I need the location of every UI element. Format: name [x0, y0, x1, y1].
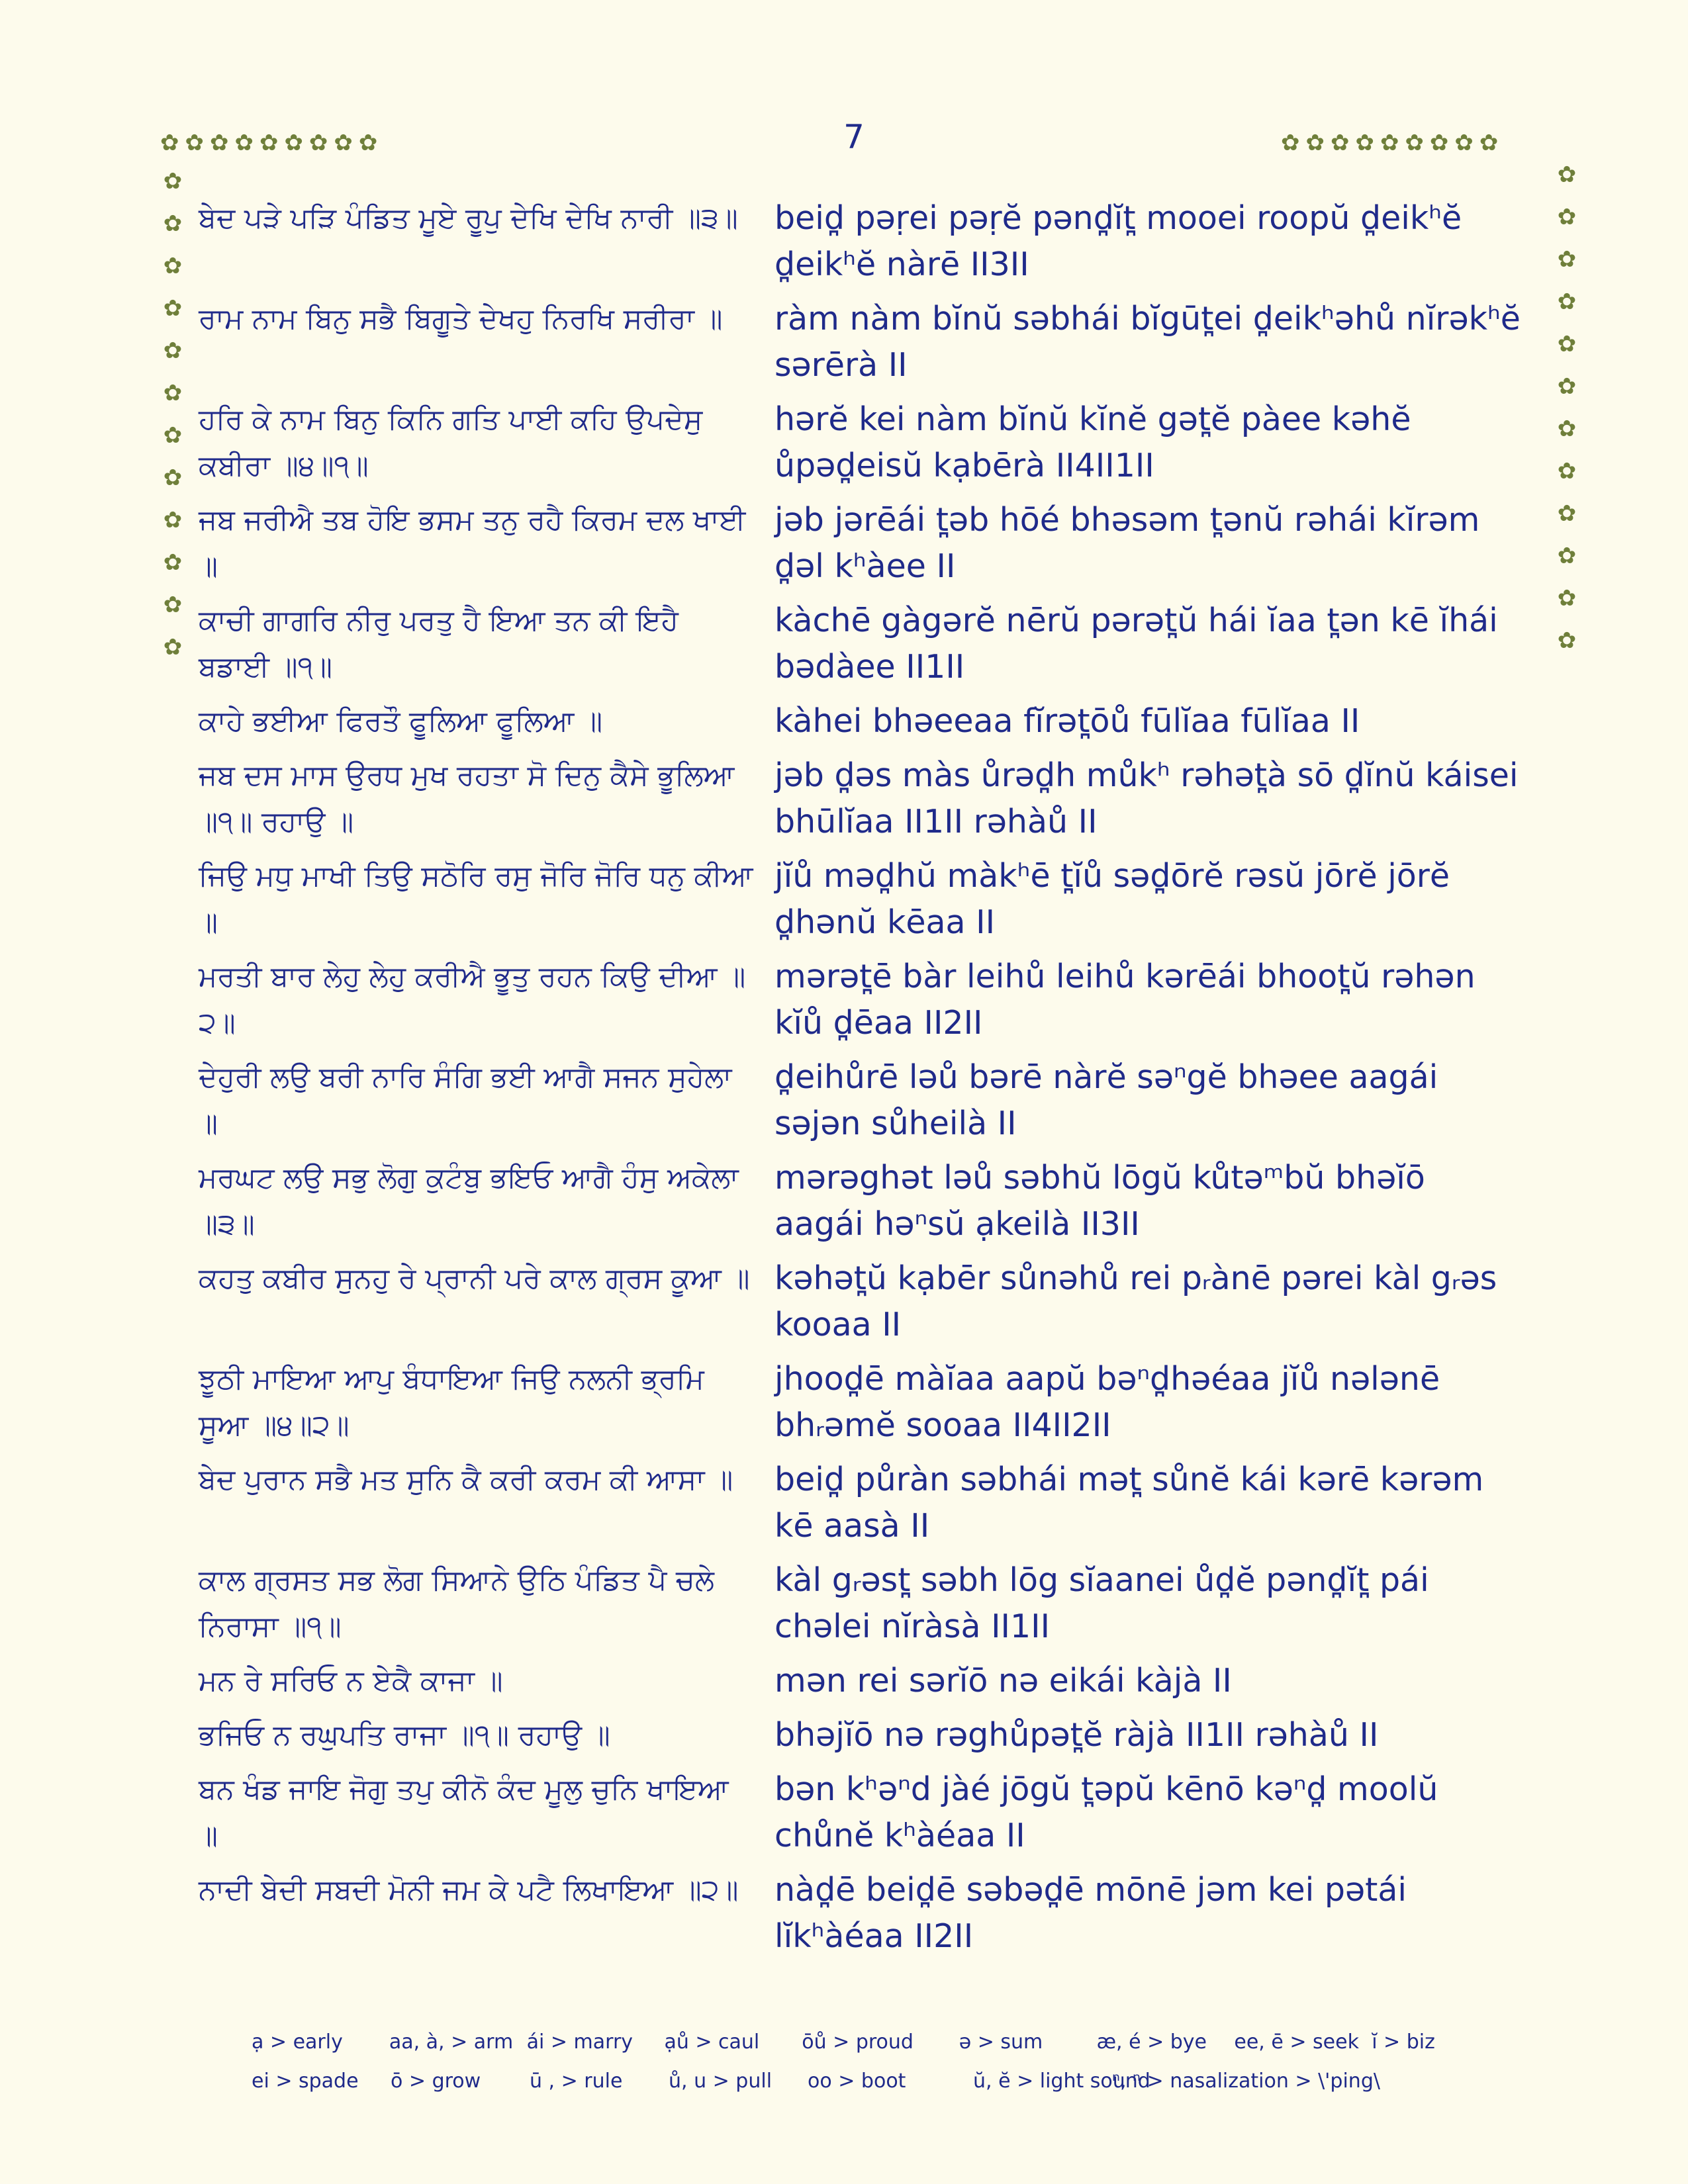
verse-row — [199, 396, 1523, 489]
verse-row — [199, 752, 1523, 845]
legend-item: oo > boot — [808, 2070, 906, 2093]
top-left-flower-border: ✿✿✿✿✿✿✿✿✿ — [160, 130, 384, 156]
top-right-flower-border: ✿✿✿✿✿✿✿✿✿ — [1281, 130, 1505, 156]
transliteration-text: mərəghət ləů səbhŭ lōgŭ kůtəᵐbŭ bhəĭō aagái həⁿsŭ ạkeilà II3II — [774, 1159, 1425, 1243]
gurmukhi-text: ਹਰਿ ਕੇ ਨਾਮ ਬਿਨੁ ਕਿਨਿ ਗਤਿ ਪਾਈ ਕਹਿ ਉਪਦੇਸੁ ਕਬੀਰਾ ॥੪॥੧॥ — [199, 403, 703, 482]
legend-item: ō > grow — [391, 2070, 481, 2093]
gurmukhi-text: ਮਰਘਟ ਲਉ ਸਭੁ ਲੋਗੁ ਕੁਟੰਬੁ ਭਇਓ ਆਗੈ ਹੰਸੁ ਅਕੇਲਾ ॥੩॥ — [199, 1161, 739, 1241]
legend-item: ə > sum — [959, 2030, 1043, 2054]
legend-item: ạů > caul — [664, 2030, 760, 2054]
verse-row — [199, 1356, 1523, 1449]
verse-row — [199, 1457, 1523, 1549]
gurmukhi-text: ਮਰਤੀ ਬਾਰ ਲੇਹੁ ਲੇਹੁ ਕਰੀਐ ਭੂਤੁ ਰਹਨ ਕਿਉ ਦੀਆ ॥੨॥ — [199, 960, 746, 1040]
verse-row — [199, 698, 1523, 745]
verse-row — [199, 296, 1523, 388]
verse-row — [199, 195, 1523, 288]
verse-row — [199, 853, 1523, 946]
transliteration-text: nàd̪ē beid̪ē səbəd̪ē mōnē jəm kei pətái lĭkʰàéaa II2II — [774, 1871, 1407, 1955]
legend-item: ů, u > pull — [669, 2070, 773, 2093]
transliteration-text: kàhei bhəeeaa fĭrət̪ōů fūlĭaa fūlĭaa II — [774, 702, 1360, 740]
verse-row — [199, 1557, 1523, 1650]
legend-item: ŭ, ĕ > light sound — [973, 2070, 1150, 2093]
transliteration-text: kàchē gàgərĕ nērŭ pərət̪ŭ hái ĭaa t̪ən kē ĭhái bədàee II1II — [774, 602, 1498, 686]
gurmukhi-text: ਜਬ ਦਸ ਮਾਸ ਉਰਧ ਮੁਖ ਰਹਤਾ ਸੋ ਦਿਨੁ ਕੈਸੇ ਭੂਲਿਆ ॥੧॥ ਰਹਾਉ ॥ — [199, 759, 735, 839]
transliteration-text: beid̪ půràn səbhái mət̪ sůnĕ kái kərē kərəm kē aasà II — [774, 1461, 1484, 1545]
transliteration-text: jəb jərēái t̪əb hōé bhəsəm t̪ənŭ rəhái kĭrəm d̪əl kʰàee II — [774, 501, 1480, 585]
legend-row — [252, 2030, 1509, 2054]
verse-row — [199, 1766, 1523, 1859]
gurmukhi-text: ਬੇਦ ਪੁਰਾਨ ਸਭੈ ਮਤ ਸੁਨਿ ਕੈ ਕਰੀ ਕਰਮ ਕੀ ਆਸਾ ॥ — [199, 1463, 733, 1496]
legend-item: ōů > proud — [802, 2030, 914, 2054]
transliteration-text: d̪eihůrē ləů bərē nàrĕ səⁿgĕ bhəee aagái səjən sůheilà II — [774, 1058, 1438, 1142]
page-number: 7 — [843, 118, 865, 156]
transliteration-text: mən rei sərĭō nə eikái kàjà II — [774, 1662, 1232, 1700]
transliteration-text: bən kʰəⁿd jàé jōgŭ t̪əpŭ kēnō kəⁿd̪ moolŭ chůnĕ kʰàéaa II — [774, 1770, 1438, 1854]
verse-row — [199, 497, 1523, 590]
legend-item: ạ > early — [252, 2030, 343, 2054]
gurmukhi-text: ਝੂਠੀ ਮਾਇਆ ਆਪੁ ਬੰਧਾਇਆ ਜਿਉ ਨਲਨੀ ਭ੍ਰਮਿ ਸੂਆ ॥੪॥੨॥ — [199, 1363, 704, 1442]
gurmukhi-text: ਬਨ ਖੰਡ ਜਾਇ ਜੋਗੁ ਤਪੁ ਕੀਨੋ ਕੰਦ ਮੂਲੁ ਚੁਨਿ ਖਾਇਆ ॥ — [199, 1773, 729, 1852]
verse-row — [199, 1155, 1523, 1248]
gurmukhi-text: ਜਿਉ ਮਧੁ ਮਾਖੀ ਤਿਉ ਸਠੋਰਿ ਰਸੁ ਜੋਰਿ ਜੋਰਿ ਧਨੁ ਕੀਆ ॥ — [199, 860, 753, 939]
legend-item: ei > spade — [252, 2070, 359, 2093]
transliteration-text: kəhət̪ŭ kạbēr sůnəhů rei pᵣànē pərei kàl gᵣəs kooaa II — [774, 1259, 1497, 1343]
legend-item: ū , > rule — [530, 2070, 623, 2093]
left-flower-border: ✿ ✿ ✿ ✿ ✿ ✿ ✿ ✿ ✿ ✿ ✿ ✿ — [163, 168, 183, 660]
transliteration-text: jhood̪ē màĭaa aapŭ bəⁿd̪həéaa jĭů nələnē bhᵣəmĕ sooaa II4II2II — [774, 1360, 1440, 1444]
gurmukhi-text: ਮਨ ਰੇ ਸਰਿਓ ਨ ਏਕੈ ਕਾਜਾ ॥ — [199, 1664, 503, 1698]
legend-item: ái > marry — [526, 2030, 633, 2054]
verse-row — [199, 598, 1523, 690]
legend-row — [252, 2070, 1509, 2093]
verse-row — [199, 1867, 1523, 1960]
gurmukhi-text: ਰਾਮ ਨਾਮ ਬਿਨੁ ਸਭੈ ਬਿਗੂਤੇ ਦੇਖਹੁ ਨਿਰਖਿ ਸਰੀਰਾ ॥ — [199, 302, 723, 336]
right-flower-border: ✿ ✿ ✿ ✿ ✿ ✿ ✿ ✿ ✿ ✿ ✿ ✿ — [1557, 161, 1577, 654]
gurmukhi-text: ਕਾਲ ਗ੍ਰਸਤ ਸਭ ਲੋਗ ਸਿਆਨੇ ਉਠਿ ਪੰਡਿਤ ਪੈ ਚਲੇ ਨਿਰਾਸਾ ॥੧॥ — [199, 1564, 714, 1643]
legend-item: ee, ē > seek — [1234, 2030, 1359, 2054]
verse-row — [199, 1712, 1523, 1758]
verse-row — [199, 1658, 1523, 1704]
transliteration-text: hərĕ kei nàm bĭnŭ kĭnĕ gət̪ĕ pàee kəhĕ ůpəd̪eisŭ kạbērà II4II1II — [774, 400, 1411, 484]
verse-row — [199, 1255, 1523, 1348]
legend-item: ⁿ, ⁿ > nasalization > \'ping\ — [1112, 2070, 1380, 2093]
legend-item: aa, à, > arm — [389, 2030, 514, 2054]
transliteration-text: bhəjĭō nə rəghůpət̪ĕ ràjà II1II rəhàů II — [774, 1716, 1379, 1754]
legend-item: æ, é > bye — [1096, 2030, 1207, 2054]
transliteration-text: beid̪ pəṛei pəṛĕ pənd̪ĭt̪ mooei roopŭ d̪eikʰĕ d̪eikʰĕ nàrē II3II — [774, 199, 1462, 283]
transliteration-text: jĭů məd̪hŭ màkʰē t̪ĭů səd̪ōrĕ rəsŭ jōrĕ jōrĕ d̪hənŭ kēaa II — [774, 857, 1450, 941]
gurmukhi-text: ਕਾਚੀ ਗਾਗਰਿ ਨੀਰੁ ਪਰਤੁ ਹੈ ਇਆ ਤਨ ਕੀ ਇਹੈ ਬਡਾਈ ॥੧॥ — [199, 604, 679, 684]
gurmukhi-text: ਨਾਦੀ ਬੇਦੀ ਸਬਦੀ ਮੋਨੀ ਜਮ ਕੇ ਪਟੈ ਲਿਖਾਇਆ ॥੨॥ — [199, 1874, 739, 1907]
verse-row — [199, 1054, 1523, 1147]
transliteration-text: kàl gᵣəst̪ səbh lōg sĭaanei ůd̪ĕ pənd̪ĭt̪ pái chəlei nĭràsà II1II — [774, 1561, 1429, 1645]
gurmukhi-text: ਦੇਹੁਰੀ ਲਉ ਬਰੀ ਨਾਰਿ ਸੰਗਿ ਭਈ ਆਗੈ ਸਜਨ ਸੁਹੇਲਾ ॥ — [199, 1061, 732, 1140]
transliteration-text: ràm nàm bĭnŭ səbhái bĭgūt̪ei d̪eikʰəhů nĭrəkʰĕ sərērà II — [774, 300, 1521, 384]
legend-item: ĭ > biz — [1372, 2030, 1435, 2054]
transliteration-text: jəb d̪əs màs ůrəd̪h můkʰ rəhət̪à sō d̪ĭnŭ káisei bhūlĭaa II1II rəhàů II — [774, 756, 1519, 841]
verse-list — [199, 195, 1523, 1968]
gurmukhi-text: ਬੇਦ ਪੜੇ ਪੜਿ ਪੰਡਿਤ ਮੂਏ ਰੂਪੁ ਦੇਖਿ ਦੇਖਿ ਨਾਰੀ ॥੩॥ — [199, 202, 738, 235]
gurmukhi-text: ਕਾਹੇ ਭਈਆ ਫਿਰਤੌ ਫੂਲਿਆ ਫੂਲਿਆ ॥ — [199, 705, 603, 738]
pronunciation-legend — [252, 2030, 1509, 2109]
gurmukhi-text: ਕਹਤੁ ਕਬੀਰ ਸੁਨਹੁ ਰੇ ਪ੍ਰਾਨੀ ਪਰੇ ਕਾਲ ਗ੍ਰਸ ਕੂਆ ॥ — [199, 1262, 750, 1295]
verse-row — [199, 954, 1523, 1046]
transliteration-text: mərət̪ē bàr leihů leihů kərēái bhoot̪ŭ rəhən kĭů d̪ēaa II2II — [774, 958, 1476, 1042]
gurmukhi-text: ਭਜਿਓ ਨ ਰਘੁਪਤਿ ਰਾਜਾ ॥੧॥ ਰਹਾਉ ॥ — [199, 1719, 610, 1752]
gurmukhi-text: ਜਬ ਜਰੀਐ ਤਬ ਹੋਇ ਭਸਮ ਤਨੁ ਰਹੈ ਕਿਰਮ ਦਲ ਖਾਈ ॥ — [199, 504, 746, 583]
